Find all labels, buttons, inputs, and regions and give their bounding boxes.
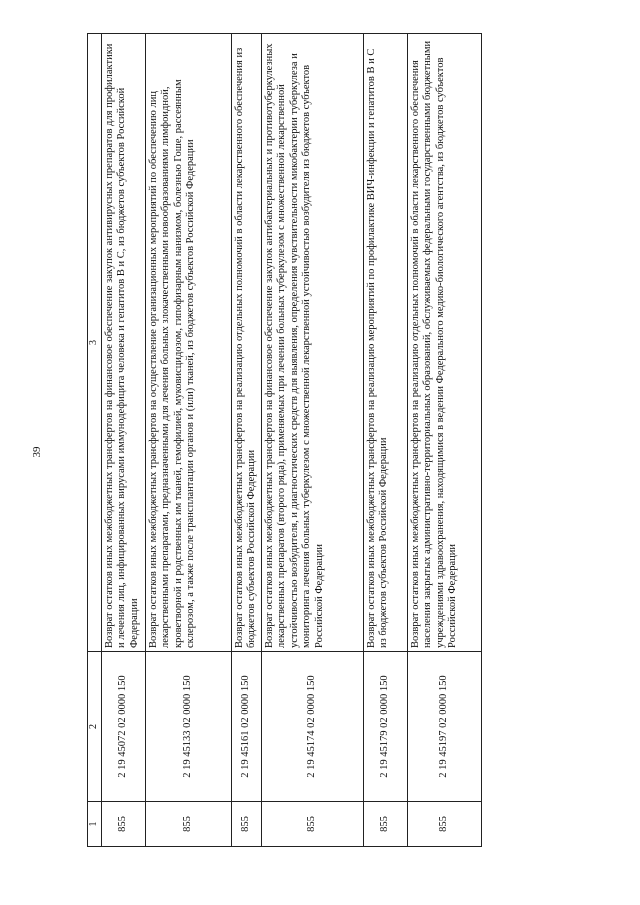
table-row (101, 34, 145, 847)
table-row (231, 34, 261, 847)
page-number: 39 (31, 446, 43, 458)
budget-code-cell: 2 19 45133 02 0000 150 (145, 652, 231, 802)
table-row (363, 34, 407, 847)
description-cell: Возврат остатков иных межбюджетных трансфертов на реализацию мероприятий по профилактике ВИЧ-инфекции и гепатитов B и C из бюджетов субъектов Российской Федерации (363, 34, 407, 652)
table-header-row (88, 34, 102, 847)
table-row (145, 34, 231, 847)
admin-code-cell: 855 (231, 802, 261, 847)
budget-code-cell: 2 19 45161 02 0000 150 (231, 652, 261, 802)
budget-code-cell: 2 19 45174 02 0000 150 (261, 652, 363, 802)
description-cell: Возврат остатков иных межбюджетных трансфертов на осуществление организационных мероприятий по обеспечению лиц лекарственными препаратами, предназначенными для лечения больных злокачественными новообразованиями лимфоидной, кроветворной и родственных им тканей, гемофилией, муковисцидозом, гипофизарным нанизмом, болезнью Гоше, рассеянным склерозом, а также после трансплантации органов и (или) тканей, из бюджетов субъектов Российской Федерации (145, 34, 231, 652)
header-col-1: 1 (88, 802, 102, 847)
admin-code-cell: 855 (101, 802, 145, 847)
description-cell: Возврат остатков иных межбюджетных трансфертов на финансовое обеспечение закупок антивирусных препаратов для профилактики и лечения лиц, инфицированных вирусами иммунодефицита человека и гепатитов B и C, из бюджетов субъектов Российской Федерации (101, 34, 145, 652)
budget-codes-table (87, 33, 482, 847)
budget-code-cell: 2 19 45179 02 0000 150 (363, 652, 407, 802)
description-cell: Возврат остатков иных межбюджетных трансфертов на реализацию отдельных полномочий в области лекарственного обеспечения населения закрытых административно-территориальных образований, обслуживаемых федеральными государственными бюджетными учреждениями здравоохранения, находящимися в ведении Федерального медико-биологического агентства, из бюджетов субъектов Российской Федерации (407, 34, 481, 652)
description-cell: Возврат остатков иных межбюджетных трансфертов на реализацию отдельных полномочий в области лекарственного обеспечения из бюджетов субъектов Российской Федерации (231, 34, 261, 652)
admin-code-cell: 855 (407, 802, 481, 847)
admin-code-cell: 855 (363, 802, 407, 847)
table-row (261, 34, 363, 847)
budget-code-cell: 2 19 45197 02 0000 150 (407, 652, 481, 802)
description-cell: Возврат остатков иных межбюджетных трансфертов на финансовое обеспечение закупок антибактериальных и противотуберкулезных лекарственных препаратов (второго ряда), применяемых при лечении больных туберкулезом с множественной лекарственной устойчивостью возбудителя, и диагностических средств для выявления, определения чувствительности микобактерии туберкулеза и мониторинга лечения больных туберкулезом с множественной лекарственной устойчивостью возбудителя из бюджетов субъектов Российской Федерации (261, 34, 363, 652)
admin-code-cell: 855 (261, 802, 363, 847)
header-col-3: 3 (88, 34, 102, 652)
header-col-2: 2 (88, 652, 102, 802)
admin-code-cell: 855 (145, 802, 231, 847)
budget-code-cell: 2 19 45072 02 0000 150 (101, 652, 145, 802)
rotated-table-container (87, 34, 482, 847)
table-row (407, 34, 481, 847)
